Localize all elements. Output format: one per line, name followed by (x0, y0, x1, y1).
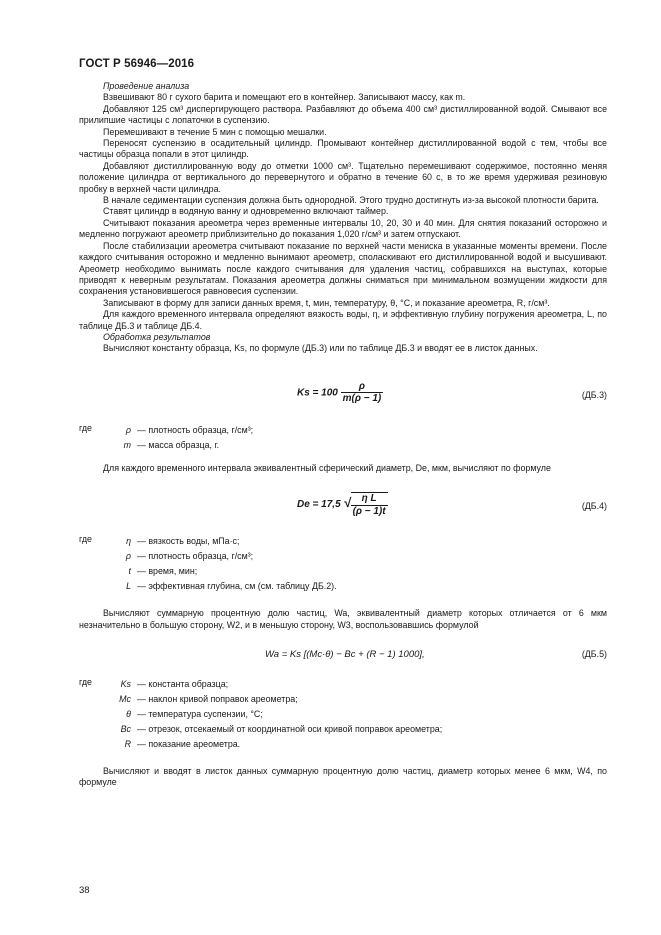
document-body (79, 81, 607, 789)
where-description: эффективная глубина, см (см. таблицу ДБ.2). (148, 581, 337, 592)
where-row: Ks — константа образца; (79, 677, 607, 692)
where-row: m — масса образца, г. (79, 438, 607, 453)
where-symbol: ρ (125, 424, 131, 435)
formula-db3-fraction (341, 381, 384, 405)
where-label: где (79, 422, 92, 433)
paragraph: Для каждого временного интервала определяют вязкость воды, η, и эффективную глубину погружения ареометра, L, по таблице ДБ.3 и таблице ДБ.4. (79, 309, 607, 331)
section-heading-analysis: Проведение анализа (103, 81, 190, 91)
where-row: Mc — наклон кривой поправок ареометра; (79, 692, 607, 707)
formula-db3-numerator: ρ (341, 381, 384, 393)
paragraph: После стабилизации ареометра считывают показание по верхней части мениска в указанные моменты времени. После каждого считывания осторожно и медленно вынимают ареометр, споласкивают его дистиллированной водой и высушивают. Ареометр необходимо вынимать после каждого считывания для удаления частиц, собравшихся на выступах, которые приводят к неверным результатам. Показания ареометра должны сниматься при минимальном возмущении жидкости для сохранения установившегося равновесия суспензии. (79, 240, 607, 297)
paragraph: Ставят цилиндр в водяную ванну и одновременно включают таймер. (103, 206, 389, 217)
section-heading-results: Обработка результатов (103, 331, 211, 342)
formula-db4-numerator: η L (351, 493, 388, 505)
formula-db5-expression: Wa = Ks [(Mc·θ) − Bc + (R − 1) 1000], (265, 648, 425, 660)
where-description: константа образца; (148, 678, 229, 689)
where-symbol: R (124, 738, 131, 749)
where-symbol: η (126, 536, 131, 547)
paragraph: Взвешивают 80 г сухого барита и помещают его в контейнер. Записывают массу, как m. (103, 92, 466, 103)
paragraph: Вычисляют суммарную процентную долю частиц, Wa, эквивалентный диаметр которых отличается от 6 мкм незначительно в большую сторону, W2, и в меньшую сторону, W3, воспользовавшись формулой (79, 608, 607, 630)
formula-db4-expression (297, 492, 388, 517)
where-description: температура суспензии, °С; (148, 708, 263, 719)
where-row: ρ — плотность образца, г/см³; (79, 549, 607, 564)
formula-db4 (79, 492, 607, 524)
formula-db3-expression (297, 381, 383, 405)
paragraph: Переносят суспензию в осадительный цилиндр. Промывают контейнер дистиллированной водой с тем, чтобы все частицы образца попали в этот цилиндр. (79, 138, 607, 160)
where-row: R — показание ареометра. (79, 737, 607, 752)
where-row: Bc — отрезок, отсекаемый от координатной оси кривой поправок ареометра; (79, 722, 607, 737)
where-block-3 (79, 677, 607, 752)
where-symbol: m (123, 439, 131, 450)
where-description: плотность образца, г/см³; (148, 551, 254, 562)
where-row: θ — температура суспензии, °С; (79, 707, 607, 722)
where-description: время, мин; (148, 566, 198, 577)
where-block-2 (79, 534, 607, 594)
where-label: где (79, 676, 92, 687)
formula-db5 (79, 645, 607, 667)
formula-db4-number: (ДБ.4) (581, 501, 607, 512)
where-description: масса образца, г. (148, 439, 220, 450)
where-description: наклон кривой поправок ареометра; (148, 693, 298, 704)
where-description: показание ареометра. (148, 738, 241, 749)
formula-db3-lhs: Ks = 100 (297, 387, 338, 399)
paragraph: В начале седиментации суспензия должна быть однородной. Этого трудно достигнуть из-за высокой плотности барита. (103, 195, 599, 206)
where-description: вязкость воды, мПа·с; (148, 536, 240, 547)
formula-db3-denominator: m(ρ − 1) (342, 393, 382, 405)
formula-db3 (79, 381, 607, 413)
where-symbol: L (126, 581, 131, 592)
where-row: L — эффективная глубина, см (см. таблицу ДБ.2). (79, 579, 607, 594)
where-symbol: Bc (120, 723, 131, 734)
where-symbol: Mc (119, 693, 131, 704)
paragraph: Считывают показания ареометра через временные интервалы 10, 20, 30 и 40 мин. Для снятия показаний осторожно и медленно погружают ареометр приблизительно до показания 1,020 г/см³ и затем отпускают. (79, 217, 607, 240)
formula-db5-number: (ДБ.5) (581, 648, 607, 659)
where-description: отрезок, отсекаемый от координатной оси кривой поправок ареометра; (148, 723, 443, 734)
where-row: t — время, мин; (79, 564, 607, 579)
document-header: ГОСТ Р 56946—2016 (79, 58, 195, 70)
where-symbol: ρ (125, 551, 131, 562)
formula-db4-denominator: (ρ − 1)t (352, 505, 386, 517)
formula-db4-lhs: De = 17,5 (297, 499, 341, 511)
paragraph: Вычисляют и вводят в листок данных суммарную процентную долю частиц, диаметр которых менее 6 мкм, W4, по формуле (79, 765, 607, 788)
paragraph: Вычисляют константу образца, Ks, по формуле (ДБ.3) или по таблице ДБ.3 и вводят ее в листок данных. (103, 343, 538, 354)
where-symbol: t (128, 566, 131, 577)
paragraph: Для каждого временного интервала эквивалентный сферический диаметр, De, мкм, вычисляют по формуле (103, 462, 551, 473)
sqrt-icon: √ (343, 495, 351, 511)
where-label: где (79, 534, 92, 545)
where-symbol: Ks (120, 678, 131, 689)
paragraph: Перемешивают в течение 5 мин с помощью мешалки. (103, 126, 327, 137)
paragraph: Добавляют 125 см³ диспергирующего раствора. Разбавляют до объема 400 см³ дистиллированной водой. Смывают все прилипшие частицы с лопаточки в суспензию. (79, 103, 607, 126)
where-symbol: θ (126, 708, 131, 719)
page-number: 38 (79, 885, 90, 896)
where-description: плотность образца, г/см³; (148, 424, 254, 435)
formula-db4-fraction (351, 492, 388, 517)
formula-db3-number: (ДБ.3) (581, 389, 607, 400)
where-block-1 (79, 423, 607, 453)
paragraph: Добавляют дистиллированную воду до отметки 1000 см³. Тщательно перемешивают содержимое, постоянно меняя положение цилиндра от вертикального до перевернутого и обратно в течение 60 с, в то же время удерживая резиновую пробку в верхней части цилиндра. (79, 160, 607, 194)
paragraph: Записывают в форму для записи данных время, t, мин, температуру, θ, °С, и показание ареометра, R, г/см³. (103, 297, 550, 308)
where-row: ρ — плотность образца, г/см³; (79, 423, 607, 438)
where-row: η — вязкость воды, мПа·с; (79, 534, 607, 549)
